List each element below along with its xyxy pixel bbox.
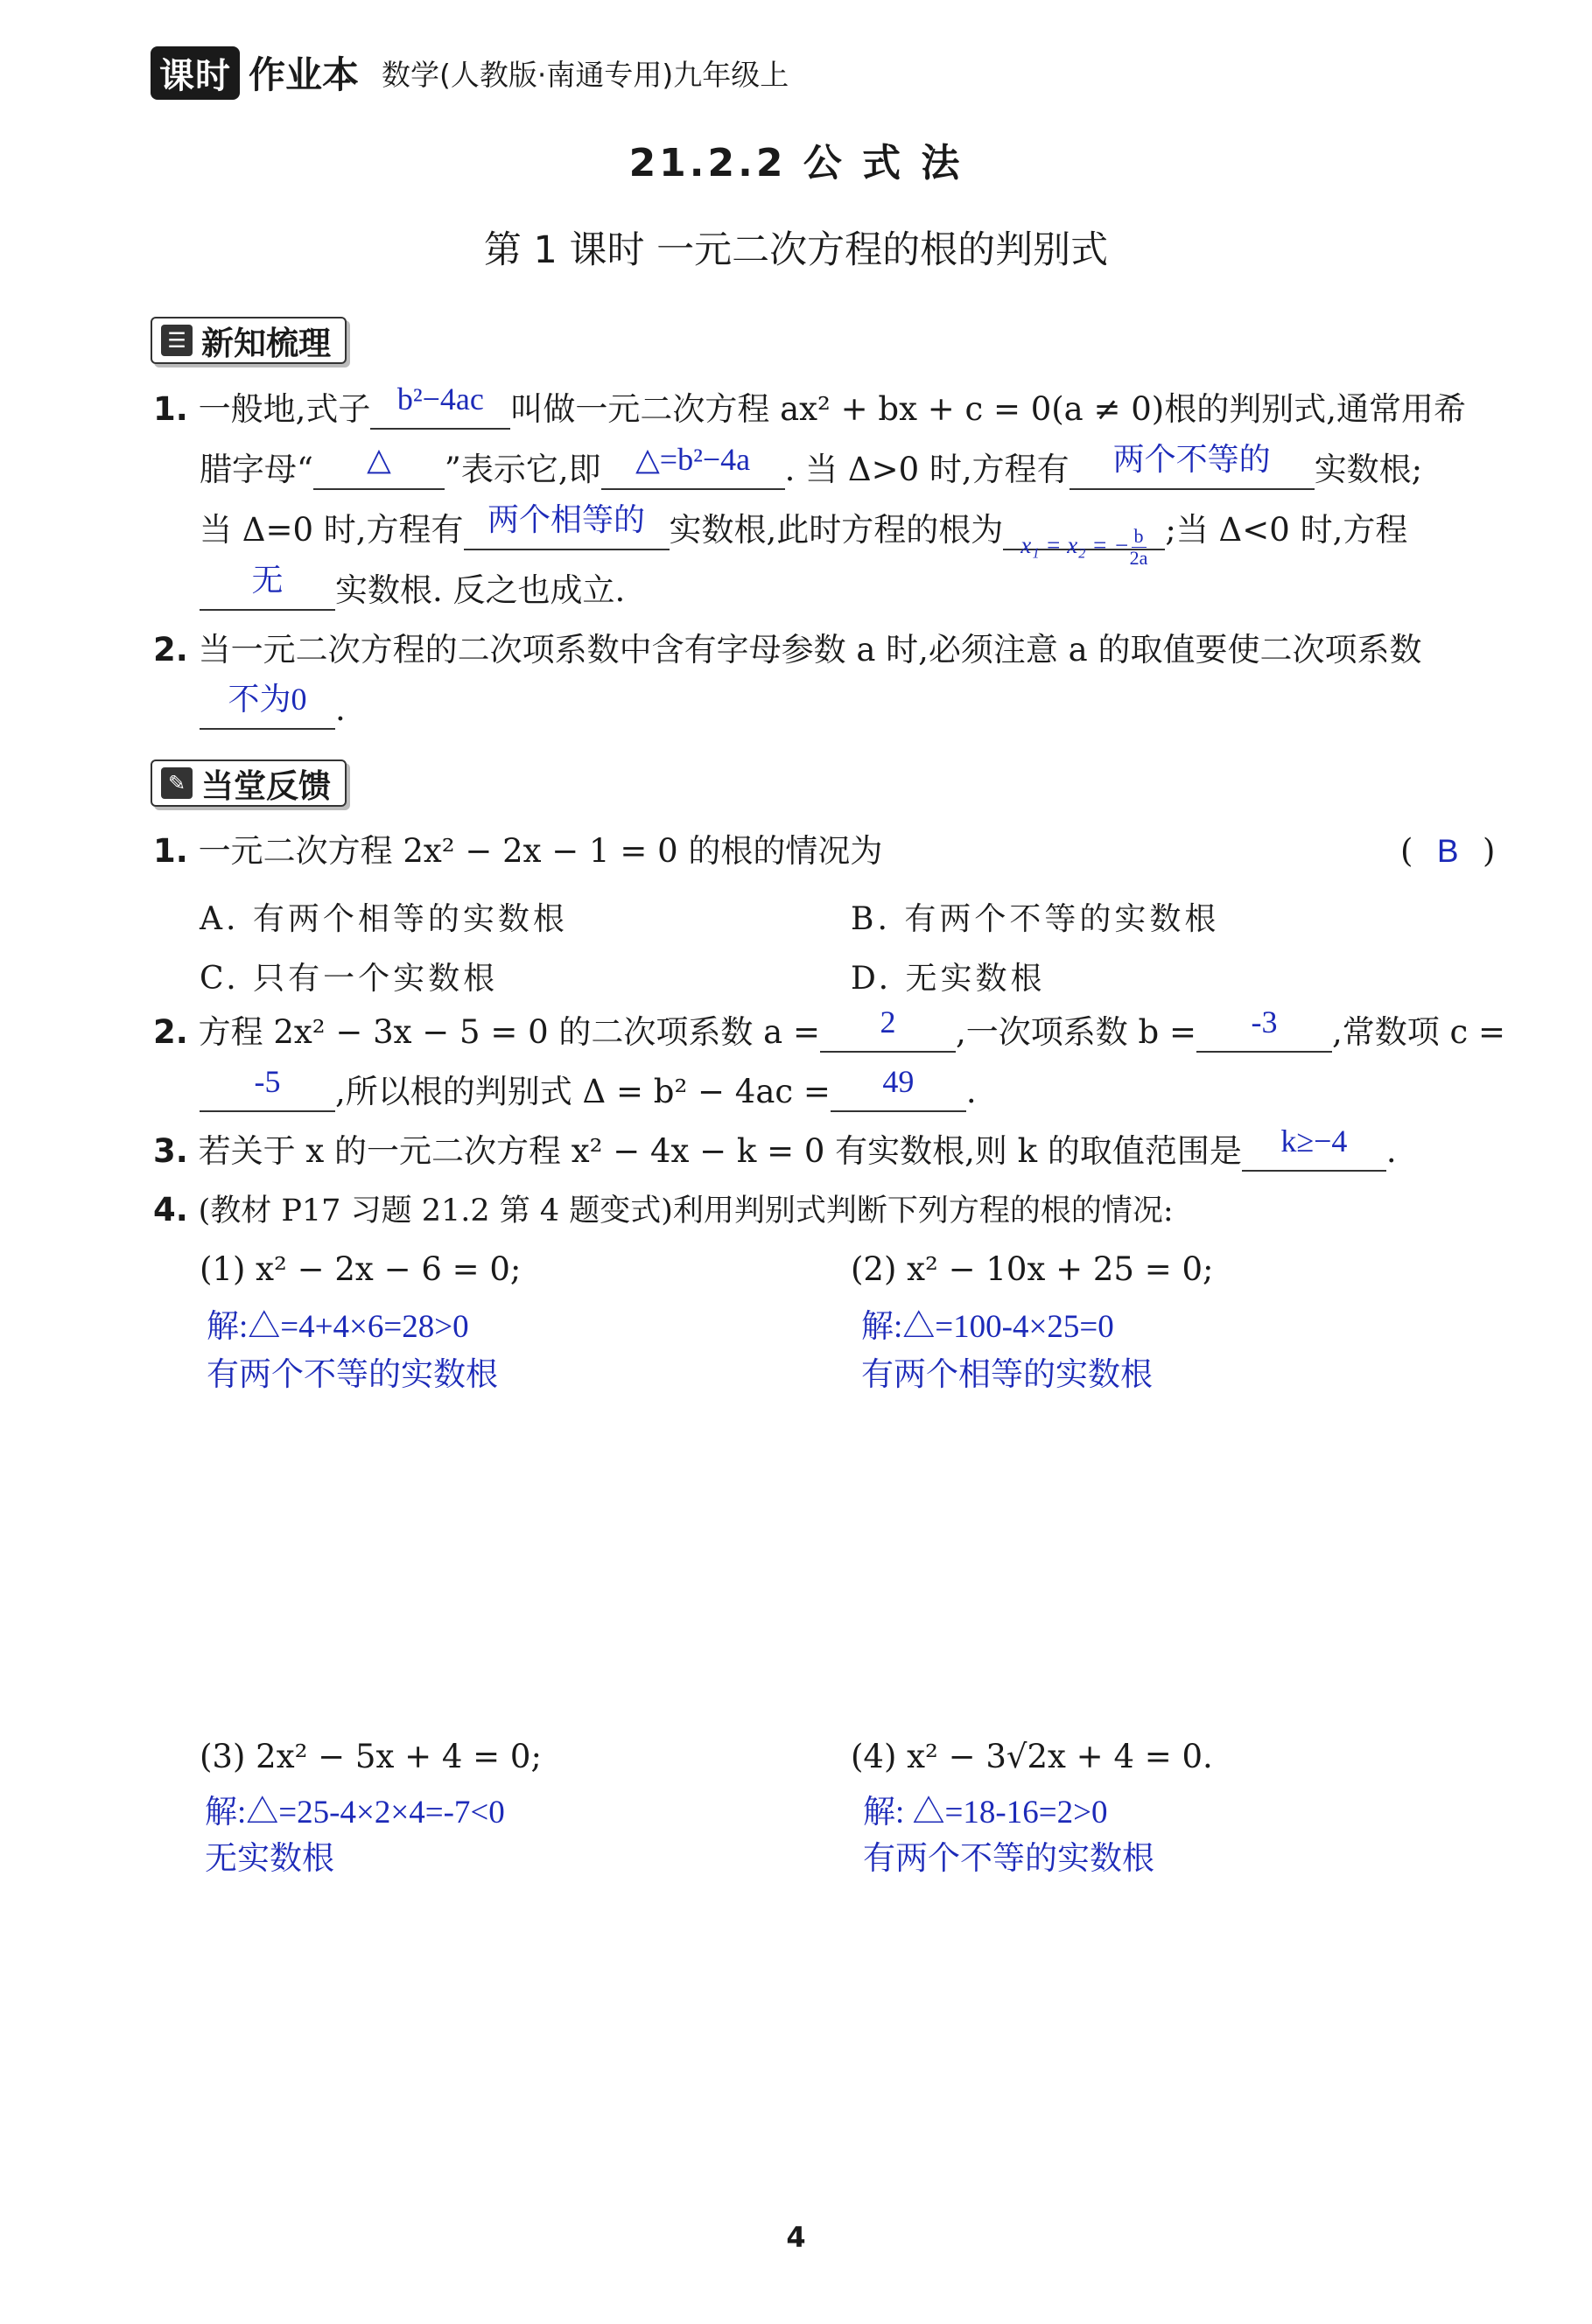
sub-question-1-result: 有两个不等的实数根 [207, 1357, 498, 1393]
p1-q1-line3: 当 Δ=0 时,方程有 两个相等的 实数根,此时方程的根为 $_{x_1 = x_2 = - \frac{b}{2a}}$ ;当 Δ<0 时,方程 [200, 502, 1408, 570]
sub-question-1-work: 解:△=4+4×6=28>0 [207, 1309, 469, 1345]
choice-answer-bracket: ( B ) [1400, 832, 1496, 870]
lesson-title: 第 1 课时 一元二次方程的根的判别式 [483, 228, 1109, 272]
answer-blank: 2 [820, 1012, 956, 1053]
option-b: B. 有两个不等的实数根 [851, 901, 1220, 937]
option-d: D. 无实数根 [851, 961, 1046, 997]
p2-q2-line2: -5 ,所以根的判别式 Δ = b² − 4ac = 49 . [200, 1072, 977, 1112]
fraction-b-over-2a: $\frac{b}{2a}$ [1129, 525, 1148, 570]
answer-blank: k≥−4 [1242, 1131, 1386, 1172]
sub-question-4-work: 解: △=18-16=2>0 [863, 1795, 1108, 1830]
option-a: A. 有两个相等的实数根 [200, 901, 568, 937]
p1-q1-line2: 腊字母“ △ ”表示它,即 △=b²−4a . 当 Δ>0 时,方程有 两个不等的 实数根; [200, 442, 1423, 488]
p1-q1-line4: 无 实数根. 反之也成立. [200, 570, 625, 611]
p1-q2-line2: 不为0 . [200, 690, 346, 730]
sub-question-1-label: (1) x² − 2x − 6 = 0; [200, 1250, 522, 1288]
badge-label: 新知梳理 [201, 325, 331, 362]
p2-q2-line1: 2. 方程 2x² − 3x − 5 = 0 的二次项系数 a = 2 ,一次项系数 b = -3 ,常数项 c = [153, 1004, 1505, 1051]
book-subtitle: 数学(人教版·南通专用)九年级上 [382, 57, 789, 92]
sub-question-4-result: 有两个不等的实数根 [863, 1841, 1154, 1877]
p2-q3: 3. 若关于 x 的一元二次方程 x² − 4x − k = 0 有实数根,则 k 的取值范围是 k≥−4 . [153, 1124, 1397, 1170]
sub-question-2-work: 解:△=100-4×25=0 [861, 1309, 1114, 1345]
answer-blank: 无 [200, 570, 335, 611]
choice-answer: B [1436, 833, 1459, 869]
answer-blank: 两个相等的 [464, 510, 670, 550]
book-header [151, 48, 789, 97]
answer-blank: △ [313, 450, 445, 490]
answer-blank: -5 [200, 1072, 335, 1112]
sub-question-4-label: (4) x² − 3√2x + 4 = 0. [851, 1738, 1213, 1775]
p1-q2-line1: 2. 当一元二次方程的二次项系数中含有字母参数 a 时,必须注意 a 的取值要使二次项系数 [153, 631, 1422, 668]
book-icon: ☰ [161, 325, 193, 356]
answer-blank: △=b²−4a [601, 450, 785, 490]
book-name: 作业本 [249, 53, 360, 96]
p2-q1-stem: 1. 一元二次方程 2x² − 2x − 1 = 0 的根的情况为 [153, 832, 883, 870]
sub-question-2-label: (2) x² − 10x + 25 = 0; [851, 1250, 1214, 1288]
answer-blank: b²−4ac [370, 389, 510, 430]
page-number: 4 [786, 2221, 806, 2254]
sub-question-3-label: (3) 2x² − 5x + 4 = 0; [200, 1738, 542, 1775]
section-badge-feedback [151, 760, 347, 807]
answer-blank: 两个不等的 [1070, 450, 1315, 490]
sub-question-3-result: 无实数根 [205, 1841, 334, 1877]
p1-q1-line1: 1. 一般地,式子 b²−4ac 叫做一元二次方程 ax² + bx + c = 0(a ≠ 0)根的判别式,通常用希 [153, 382, 1467, 428]
p2-q4-stem: 4. (教材 P17 习题 21.2 第 4 题变式)利用判别式判断下列方程的根的情况: [153, 1191, 1174, 1228]
badge-label: 当堂反馈 [201, 767, 331, 805]
answer-blank: 不为0 [200, 690, 335, 730]
answer-blank: 49 [831, 1072, 966, 1112]
sub-question-2-result: 有两个相等的实数根 [861, 1357, 1153, 1393]
sub-question-3-work: 解:△=25-4×2×4=-7<0 [205, 1795, 505, 1830]
section-title: 21.2.2 公 式 法 [628, 141, 964, 186]
pencil-icon: ✎ [161, 767, 193, 799]
option-c: C. 只有一个实数根 [200, 961, 499, 997]
section-badge-new-knowledge [151, 317, 347, 364]
book-logo: 课时 [151, 46, 240, 100]
answer-blank: -3 [1196, 1012, 1332, 1053]
answer-blank-root: x₁ = x₂ = − b 2a [1003, 510, 1165, 550]
